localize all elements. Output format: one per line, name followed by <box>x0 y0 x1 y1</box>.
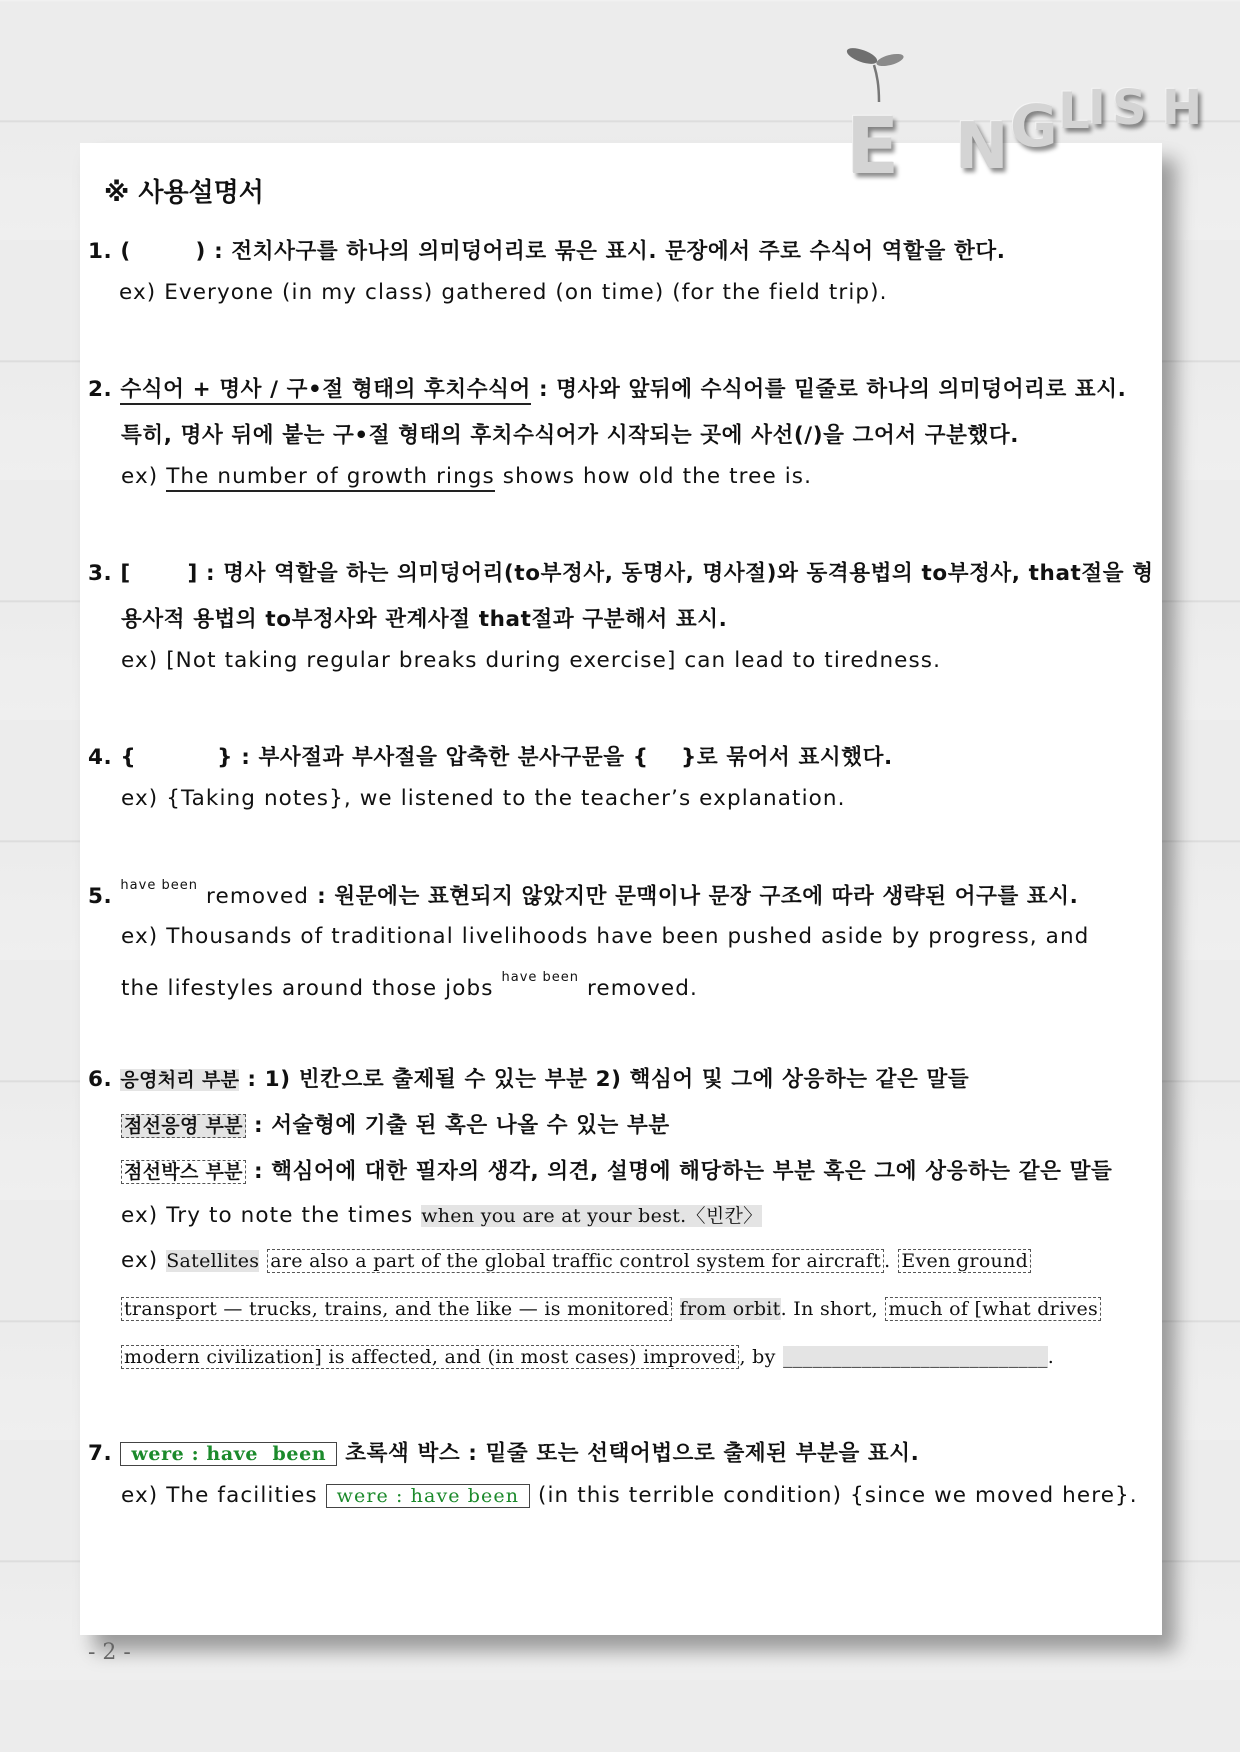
item-6-example-2-highlight: Satellites <box>166 1250 260 1272</box>
item-6-line <box>88 1062 969 1093</box>
item-2-number: 2. <box>88 377 113 402</box>
item-6-example-2-box-2: Even ground <box>898 1249 1031 1273</box>
logo-letter-l: L <box>1058 82 1090 140</box>
logo-letter-h: H <box>1162 80 1203 136</box>
item-6-example-2-prefix: ex) <box>121 1248 159 1273</box>
item-6-example-2-period: . <box>884 1250 891 1272</box>
item-6-label-highlight: 응영처리 부분 <box>120 1069 240 1091</box>
item-5-example-2-word: removed. <box>586 976 698 1001</box>
item-6-line-2 <box>121 1108 670 1139</box>
item-2-example <box>121 464 812 489</box>
item-6-example-4-box: modern civilization] is affected, and (in most cases) improved <box>121 1345 739 1369</box>
item-6-example-3 <box>121 1296 1101 1321</box>
item-6-example-3-middle: . In short, <box>780 1298 878 1320</box>
item-2-underlined-label: 수식어 + 명사 / 구•절 형태의 후치수식어 <box>120 377 530 405</box>
item-3-description-2: 용사적 용법의 to부정사와 관계사절 that절과 구분해서 표시. <box>121 607 728 632</box>
item-1-description: : 전치사구를 하나의 의미덩어리로 묶은 표시. 문장에서 주로 수식어 역할을 한다. <box>214 239 1006 264</box>
item-6-example-3-box-2: much of [what drives <box>885 1297 1101 1321</box>
item-5-description: : 원문에는 표현되지 않았지만 문맥이나 문장 구조에 따라 생략된 어구를 표시. <box>317 884 1079 909</box>
item-6-example-4 <box>121 1344 1054 1369</box>
item-2-description-2: 특히, 명사 뒤에 붙는 구•절 형태의 후치수식어가 시작되는 곳에 사선(/)을 그어서 구분했다. <box>121 423 1020 448</box>
item-7-description: 초록색 박스 : 밑줄 또는 선택어법으로 출제된 부분을 표시. <box>345 1441 920 1466</box>
logo-letter-i: I <box>1088 80 1106 136</box>
item-4-example: ex) {Taking notes}, we listened to the teacher’s explanation. <box>121 786 846 811</box>
item-5-example-2-superscript: have been <box>501 970 580 985</box>
item-2-example-underlined: The number of growth rings <box>166 464 495 492</box>
item-6-description-3: : 핵심어에 대한 필자의 생각, 의견, 설명에 해당하는 부분 혹은 그에 상응하는 같은 말들 <box>253 1159 1113 1184</box>
item-6-description-2: : 서술형에 기출 된 혹은 나올 수 있는 부분 <box>253 1113 670 1138</box>
logo-letter-s: S <box>1112 80 1147 136</box>
item-4-line <box>88 740 893 771</box>
item-5-number: 5. <box>88 884 113 909</box>
item-6-example-2 <box>121 1248 1031 1273</box>
item-6-example-3-highlight: from orbit <box>679 1298 781 1320</box>
item-1-example: ex) Everyone (in my class) gathered (on time) (for the field trip). <box>119 280 888 305</box>
item-4-symbol: { } <box>120 745 234 770</box>
item-3-line <box>88 556 1154 587</box>
item-1-symbol: ( ) <box>120 239 206 264</box>
item-6-label-dotted-box: 점선박스 부분 <box>121 1160 246 1184</box>
item-7-example-rest: (in this terrible condition) {since we moved here}. <box>538 1483 1138 1508</box>
english-logo <box>840 40 1240 190</box>
item-6-description-1: : 1) 빈칸으로 출제될 수 있는 부분 2) 핵심어 및 그에 상응하는 같은 말들 <box>247 1067 970 1092</box>
item-6-example-2-box-1: are also a part of the global traffic control system for aircraft <box>267 1249 884 1273</box>
item-6-example-1-highlight: when you are at your best.〈빈칸〉 <box>421 1205 763 1227</box>
item-6-example-4-end: . <box>1047 1346 1055 1368</box>
item-5-example-2 <box>121 970 698 1001</box>
page-title: ※ 사용설명서 <box>104 178 264 208</box>
item-7-example <box>121 1483 1138 1508</box>
item-4-description: : 부사절과 부사절을 압축한 분사구문을 { }로 묶어서 표시했다. <box>241 745 893 770</box>
item-3-symbol: [ ] <box>120 561 198 586</box>
item-6-example-4-blank: ___________________________ <box>783 1346 1048 1368</box>
item-5-line <box>88 878 1078 910</box>
item-1-line <box>88 234 1005 265</box>
item-7-example-green-box: were : have been <box>326 1484 530 1508</box>
item-6-example-3-box: transport — trucks, trains, and the like — is monitored <box>121 1297 672 1321</box>
logo-letter-e: E <box>846 102 900 192</box>
item-6-example-1-prefix: ex) Try to note the times <box>121 1203 414 1228</box>
item-3-description: : 명사 역할을 하는 의미덩어리(to부정사, 동명사, 명사절)와 동격용법의 to부정사, that절을 형 <box>205 561 1154 586</box>
item-5-superscript: have been <box>120 878 198 893</box>
logo-letter-n: N <box>955 110 1009 184</box>
logo-letter-g: G <box>1010 92 1058 160</box>
item-7-number: 7. <box>88 1441 113 1466</box>
item-6-example-1 <box>121 1201 762 1228</box>
item-2-example-rest: shows how old the tree is. <box>494 464 813 489</box>
item-5-word: removed <box>206 884 310 909</box>
item-7-line <box>88 1436 919 1467</box>
item-1-number: 1. <box>88 239 113 264</box>
page-number: - 2 - <box>88 1640 131 1665</box>
item-2-description: : 명사와 앞뒤에 수식어를 밑줄로 하나의 의미덩어리로 표시. <box>538 377 1127 402</box>
item-3-number: 3. <box>88 561 113 586</box>
item-2-example-prefix: ex) <box>121 464 167 489</box>
item-6-example-4-middle: , by <box>739 1346 776 1368</box>
item-6-label-dotted-highlight: 점선응영 부분 <box>121 1114 246 1138</box>
sprout-icon <box>844 40 914 110</box>
item-2-line <box>88 372 1126 403</box>
item-5-example-2-prefix: the lifestyles around those jobs <box>121 976 494 1001</box>
item-7-green-box: were : have been <box>120 1442 337 1466</box>
item-6-line-3 <box>121 1154 1112 1185</box>
item-3-example: ex) [Not taking regular breaks during exercise] can lead to tiredness. <box>121 648 942 673</box>
item-5-example: ex) Thousands of traditional livelihoods have been pushed aside by progress, and <box>121 924 1090 949</box>
item-7-example-prefix: ex) The facilities <box>121 1483 318 1508</box>
item-6-number: 6. <box>88 1067 113 1092</box>
item-4-number: 4. <box>88 745 113 770</box>
